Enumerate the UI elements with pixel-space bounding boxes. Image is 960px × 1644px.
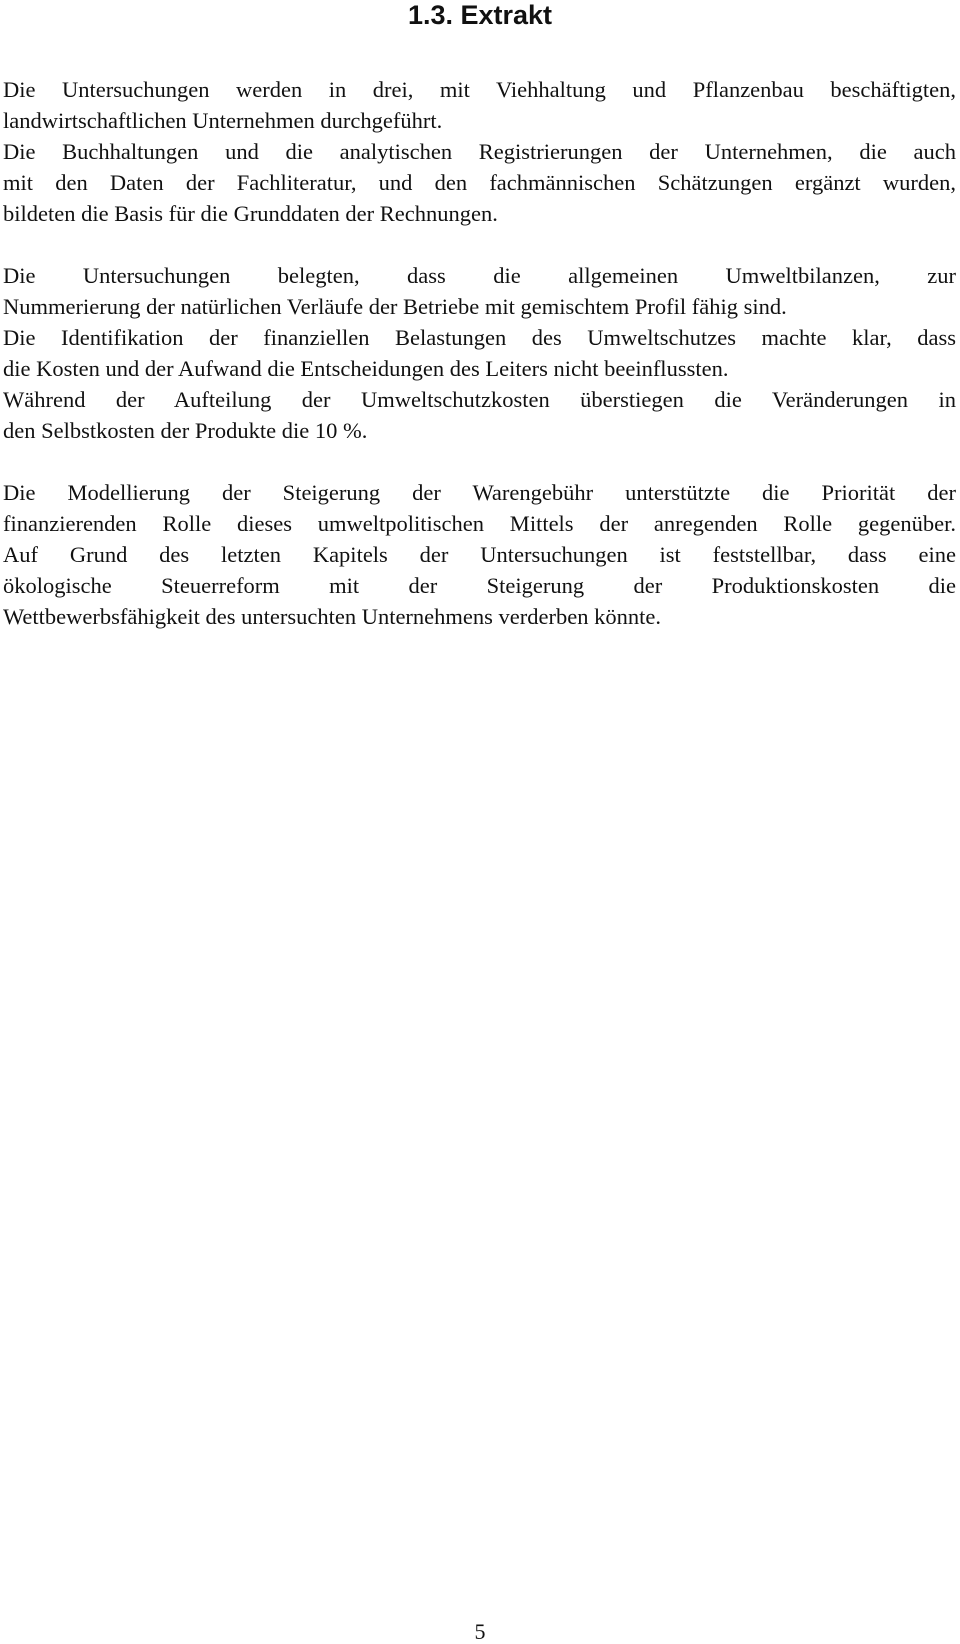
paragraph-1 bbox=[3, 74, 956, 229]
page-number: 5 bbox=[474, 1619, 486, 1644]
text-line: Die Untersuchungen belegten, dass die allgemeinen Umweltbilanzen, zur bbox=[3, 263, 956, 288]
text-line: Die Untersuchungen werden in drei, mit Viehhaltung und Pflanzenbau beschäftigten, bbox=[3, 77, 956, 102]
text-line: die Kosten und der Aufwand die Entscheidungen des Leiters nicht beeinflussten. bbox=[3, 356, 729, 381]
text-line: Die Modellierung der Steigerung der Warengebühr unterstützte die Priorität der bbox=[3, 480, 956, 505]
text-line: Die Identifikation der finanziellen Belastungen des Umweltschutzes machte klar, dass bbox=[3, 325, 956, 350]
text-line: Auf Grund des letzten Kapitels der Untersuchungen ist feststellbar, dass eine bbox=[3, 542, 956, 567]
text-line: ökologische Steuerreform mit der Steigerung der Produktionskosten die bbox=[3, 573, 956, 598]
paragraph-3 bbox=[3, 477, 956, 632]
paragraph-2 bbox=[3, 260, 956, 446]
text-line: Nummerierung der natürlichen Verläufe der Betriebe mit gemischtem Profil fähig sind. bbox=[3, 294, 787, 319]
text-line: finanzierenden Rolle dieses umweltpolitischen Mittels der anregenden Rolle gegenüber. bbox=[3, 511, 956, 536]
document-body bbox=[3, 74, 956, 663]
section-heading: 1.3. Extrakt bbox=[407, 0, 553, 30]
text-line: Wettbewerbsfähigkeit des untersuchten Unternehmens verderben könnte. bbox=[3, 604, 661, 629]
text-line: Die Buchhaltungen und die analytischen Registrierungen der Unternehmen, die auch bbox=[3, 139, 956, 164]
text-line: den Selbstkosten der Produkte die 10 %. bbox=[3, 418, 368, 443]
text-line: Während der Aufteilung der Umweltschutzkosten überstiegen die Veränderungen in bbox=[3, 387, 956, 412]
text-line: bildeten die Basis für die Grunddaten der Rechnungen. bbox=[3, 201, 498, 226]
text-line: mit den Daten der Fachliteratur, und den fachmännischen Schätzungen ergänzt wurden, bbox=[3, 170, 956, 195]
text-line: landwirtschaftlichen Unternehmen durchgeführt. bbox=[3, 108, 443, 133]
